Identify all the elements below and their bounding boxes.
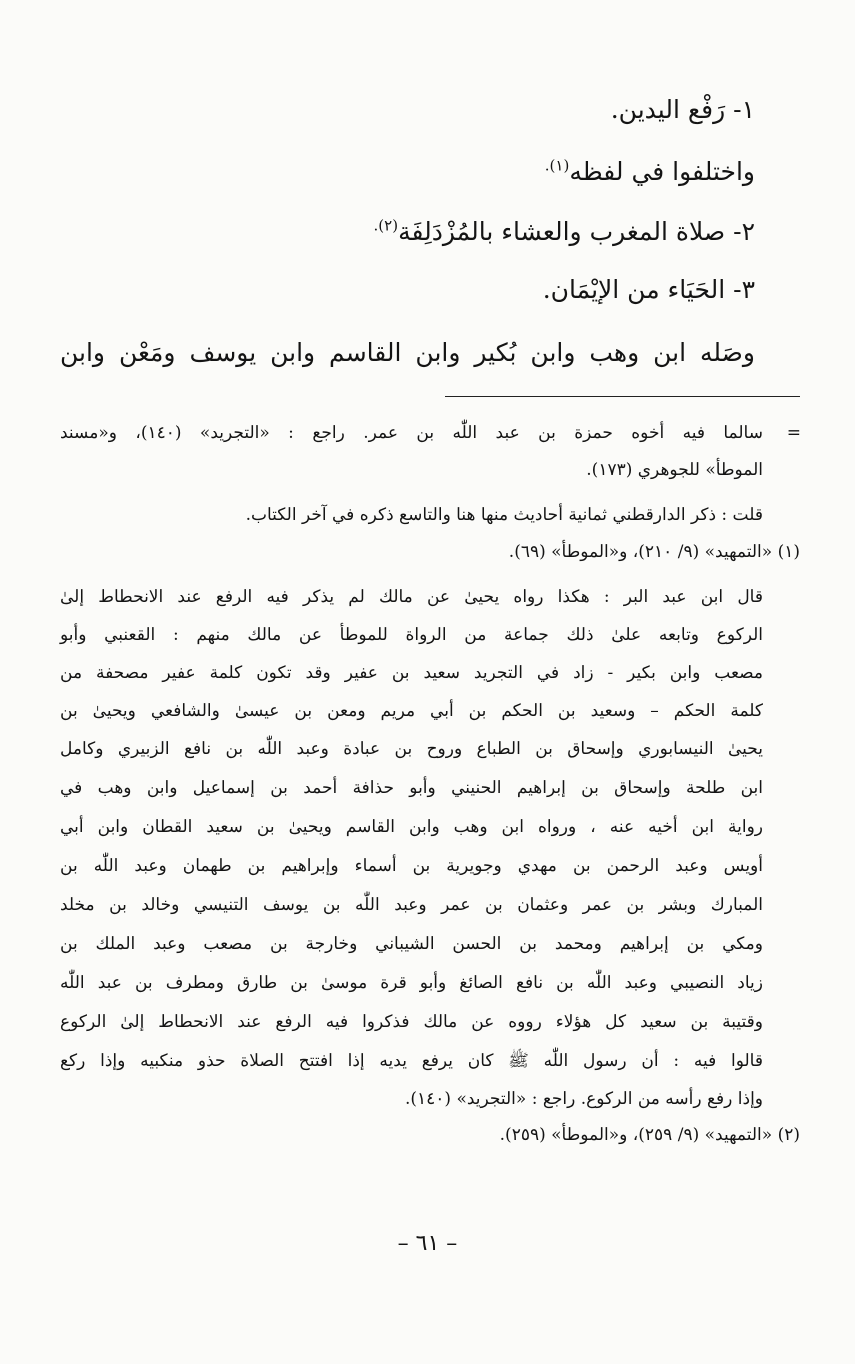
main-line-5: وصَله ابن وهب وابن بُكير وابن القاسم وابن يوسف ومَعْن وابن [60,338,755,367]
main-line-2-text: واختلفوا في لفظه [569,157,755,186]
footnote-line-12: أويس وعبد الرحمن بن مهدي وجويرية بن أسماء وإبراهيم بن طهمان وعبد اللّٰه بن [60,856,763,876]
footnote-line-11: رواية ابن أخيه عنه ، ورواه ابن وهب وابن القاسم ويحيىٰ بن سعيد القطان وابن أبي [60,817,763,837]
footnote-line-10: ابن طلحة وإسحاق بن إبراهيم الحنيني وأبو حذافة أحمد بن إسماعيل وابن وهب في [60,778,763,798]
footnote-line-13: المبارك وبشر بن عمر وعثمان بن عمر وعبد اللّٰه بن يوسف التنيسي وخالد بن مخلد [60,895,763,915]
footnote-separator [445,396,800,397]
footnote-line-14: ومكي بن إبراهيم ومحمد بن الحسن الشيباني وخارجة بن مصعب وعبد الملك بن [60,934,763,954]
footnote-line-18: وإذا رفع رأسه من الركوع. راجع : «التجريد» (١٤٠). [404,1089,763,1109]
footnote-2-header: (٢) «التمهيد» (٩/ ٢٥٩)، و«الموطأ» (٢٥٩). [499,1125,800,1145]
footnote-line-17: قالوا فيه : أن رسول اللّٰه ﷺ كان يرفع يديه إذا افتتح الصلاة حذو منكبيه وإذا ركع [60,1051,763,1071]
footnote-ref-1[interactable]: (١). [544,156,570,175]
footnote-ref-2[interactable]: (٢). [373,216,399,235]
main-line-1: ١- رَفْع اليدين. [610,95,755,124]
footnote-line-8: كلمة الحكم – وسعيد بن الحكم بن أبي مريم ومعن بن عيسىٰ والشافعي ويحيىٰ بن [60,701,763,721]
continuation-marker: = [786,423,801,443]
footnote-1-header: (١) «التمهيد» (٩/ ٢١٠)، و«الموطأ» (٦٩). [508,542,800,562]
main-line-3 [374,212,755,252]
page-number: – ٦١ – [397,1231,458,1256]
footnote-line-9: يحيىٰ النيسابوري وإسحاق بن الطباع وروح بن عبادة وعبد اللّٰه بن نافع الزبيري وكامل [60,739,763,759]
footnote-line-2: الموطأ» للجوهري (١٧٣). [586,460,763,480]
footnote-line-3: قلت : ذكر الدارقطني ثمانية أحاديث منها هنا والتاسع ذكره في آخر الكتاب. [245,505,763,525]
main-line-2 [545,152,755,192]
footnote-line-15: زياد النصيبي وعبد اللّٰه بن نافع الصائغ وأبو قرة موسىٰ بن طارق ومطرف بن عبد اللّٰه [60,973,763,993]
footnote-line-5: قال ابن عبد البر : هكذا رواه يحيىٰ عن مالك لم يذكر فيه الرفع عند الانحطاط إلىٰ [60,587,763,607]
footnote-line-7: مصعب وابن بكير - زاد في التجريد سعيد بن عفير وقد تكون كلمة عفير مصحفة من [60,663,763,683]
main-line-3-text: ٢- صلاة المغرب والعشاء بالمُزْدَلِفَة [398,217,755,246]
footnote-line-1: سالما فيه أخوه حمزة بن عبد اللّٰه بن عمر. راجع : «التجريد» (١٤٠)، و«مسند [60,423,763,443]
footnote-line-6: الركوع وتابعه علىٰ ذلك جماعة من الرواة للموطأ عن مالك منهم : القعنبي وأبو [60,625,763,645]
footnote-line-16: وقتيبة بن سعيد كل هؤلاء رووه عن مالك فذكروا فيه الرفع عند الانحطاط إلىٰ الركوع [60,1012,763,1032]
main-line-4: ٣- الحَيَاء من الإيْمَان. [542,275,755,304]
